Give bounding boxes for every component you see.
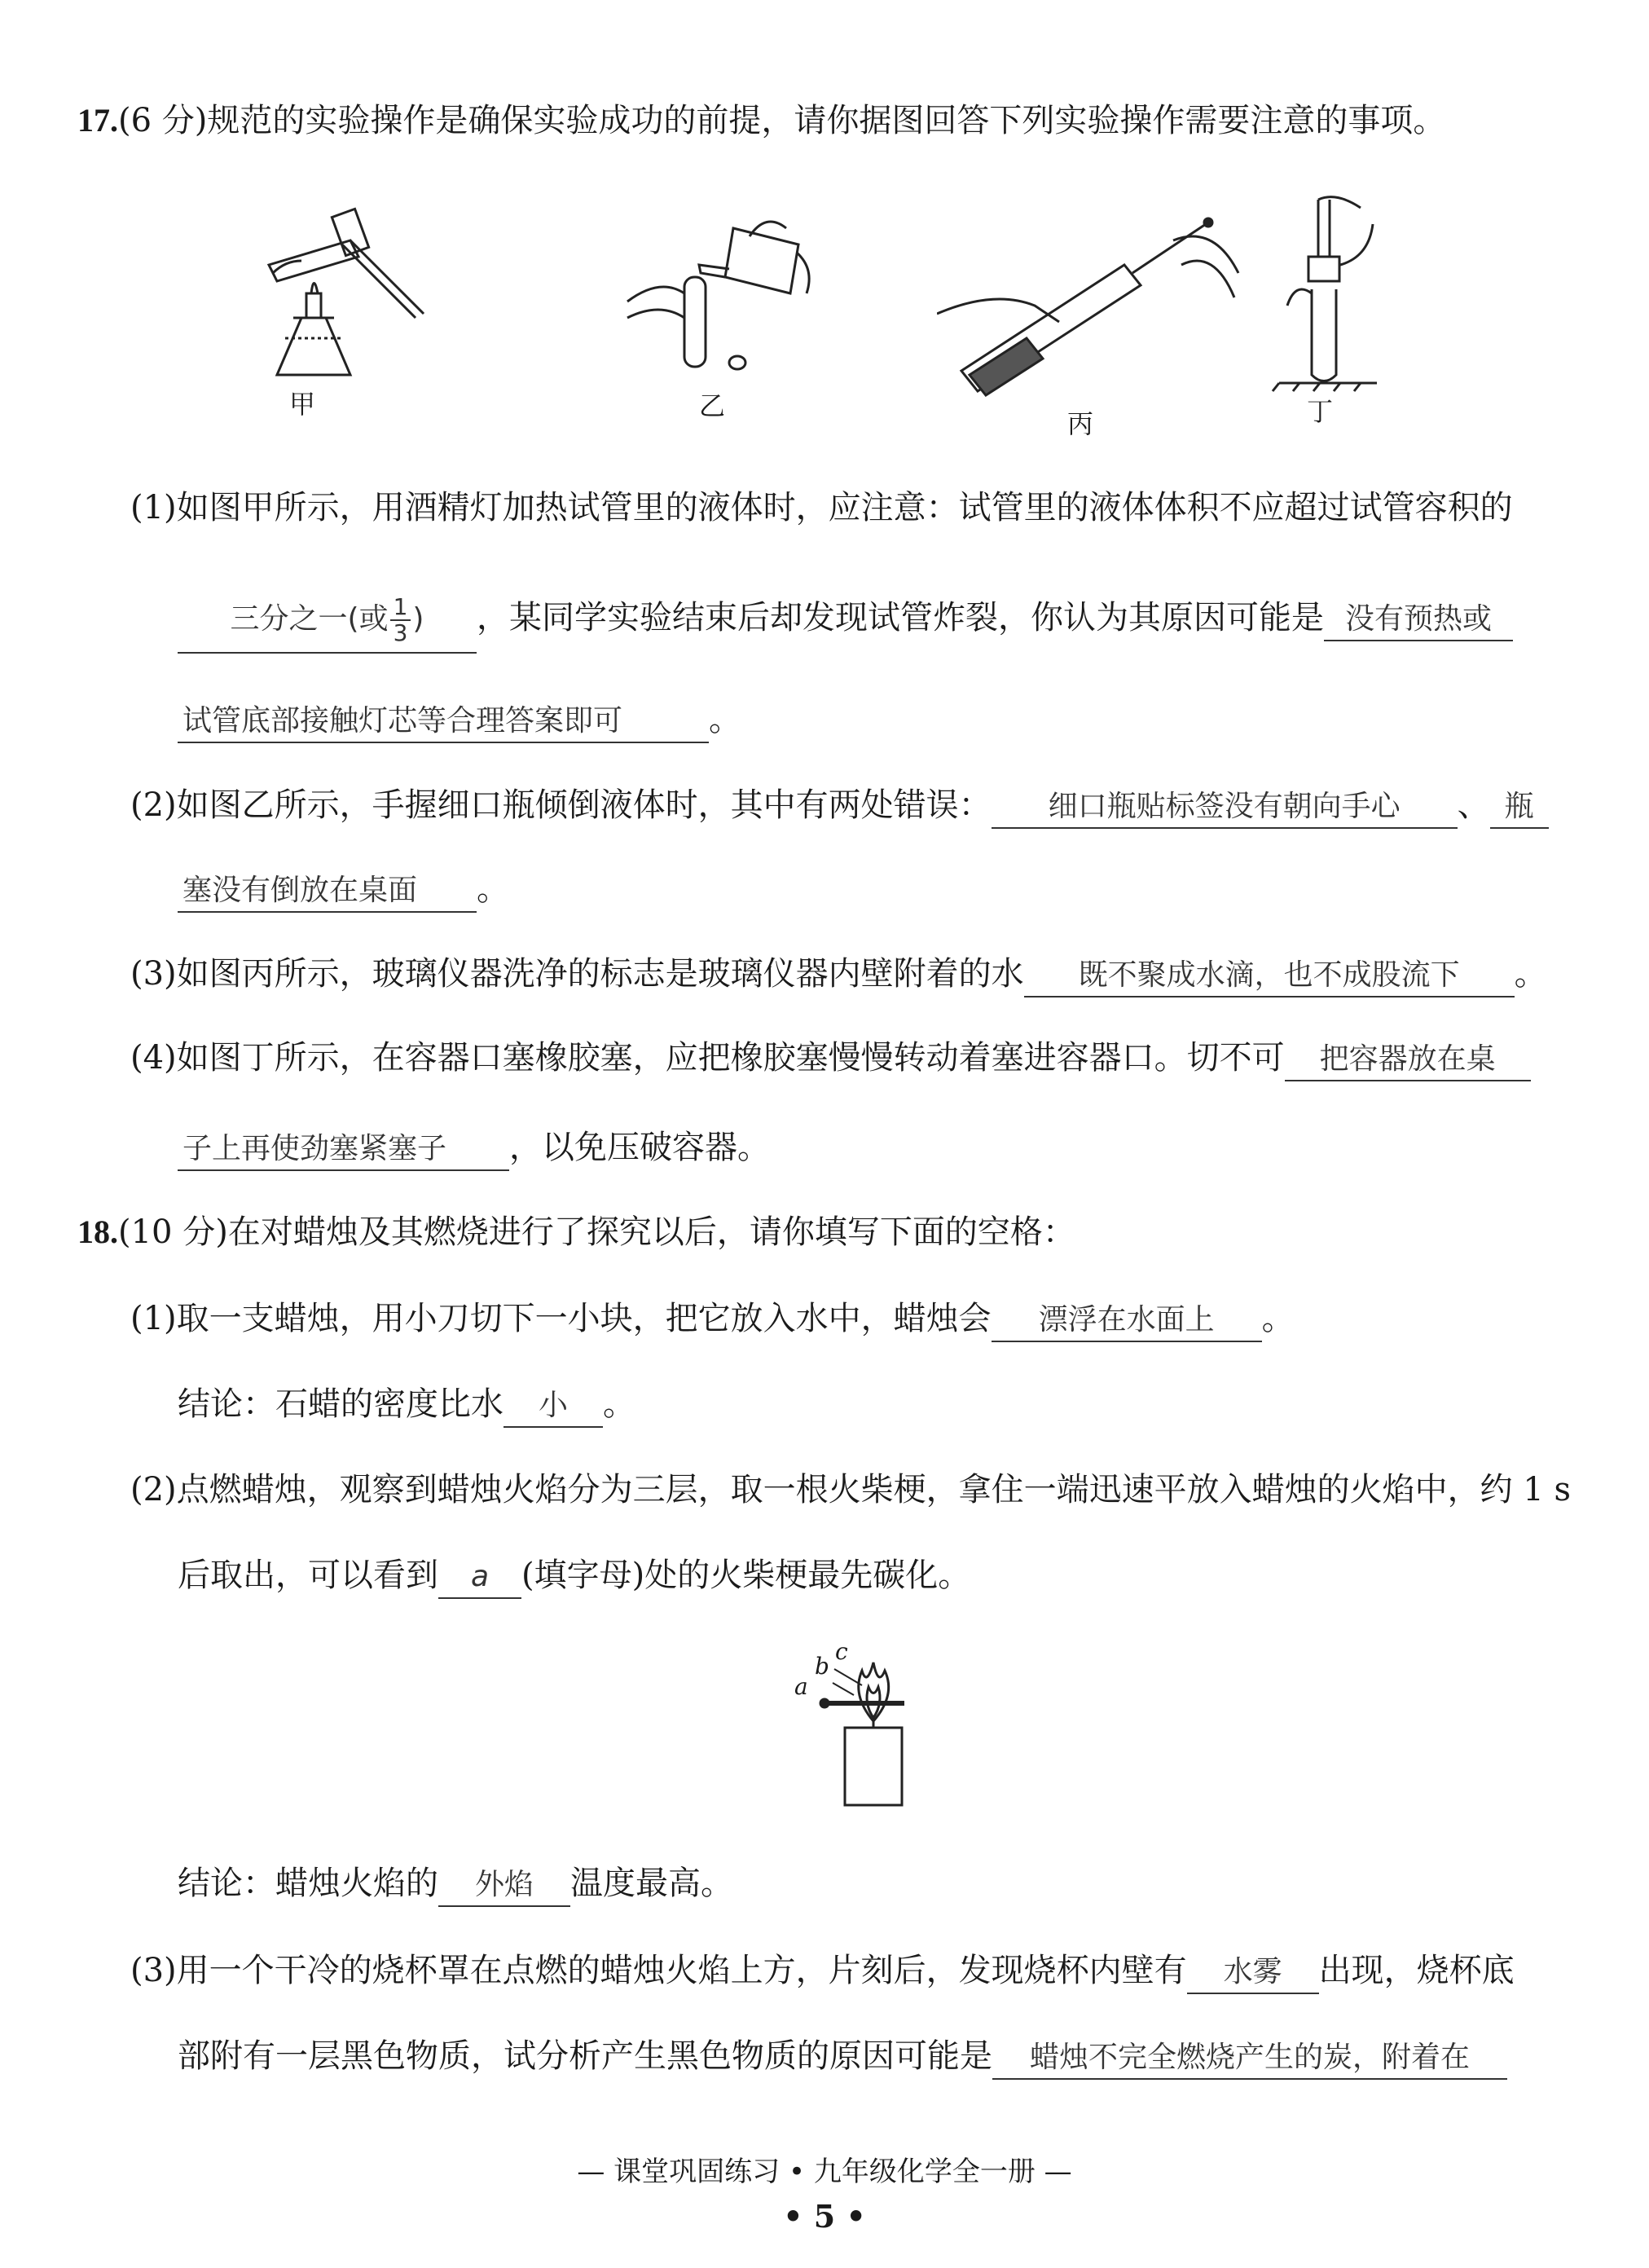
q18-conclusion-2-text: 结论：蜡烛火焰的 bbox=[178, 1865, 438, 1902]
q18-stem-line bbox=[77, 1209, 1075, 1255]
q17-answer-1: 三分之一(或 $\frac{1}{3}$ ) bbox=[178, 587, 477, 654]
q18-conclusion-2 bbox=[178, 1861, 733, 1907]
figure-jia-alcohol-lamp bbox=[253, 196, 448, 391]
q18-p2-text-c: (填字母)处的火柴梗最先碳化。 bbox=[521, 1557, 971, 1594]
q18-answer-4: 外焰 bbox=[438, 1865, 570, 1907]
q18-p1-line: (1)取一支蜡烛，用小刀切下一小块，把它放入水中，蜡烛会 漂浮在水面上 。 bbox=[130, 1296, 1295, 1342]
flame-label-b: b bbox=[815, 1653, 829, 1680]
flame-label-a: a bbox=[794, 1673, 808, 1700]
q18-answer-6: 蜡烛不完全燃烧产生的炭，附着在 bbox=[992, 2037, 1507, 2080]
q17-p1-line1 bbox=[130, 485, 1513, 531]
q18-conclusion-2-text-b: 温度最高。 bbox=[570, 1865, 733, 1902]
figure-ding-stopper bbox=[1271, 192, 1385, 395]
q18-p2-line1 bbox=[130, 1467, 1571, 1513]
q17-number: 17. bbox=[77, 102, 118, 139]
figure-bing-label: 丙 bbox=[1067, 408, 1094, 439]
q18-p3-line1 bbox=[130, 1948, 1515, 1994]
flame-label-c: c bbox=[835, 1638, 848, 1665]
q18-answer-1: 漂浮在水面上 bbox=[992, 1300, 1262, 1342]
q17-p1-line3: 试管底部接触灯芯等合理答案即可 。 bbox=[178, 697, 741, 743]
figure-yi-pouring bbox=[611, 204, 823, 391]
q17-p4-text-b: ，以免压破容器。 bbox=[509, 1129, 770, 1166]
q17-answer-2b: 试管底部接触灯芯等合理答案即可 bbox=[178, 701, 709, 743]
q17-p1-line2 bbox=[178, 585, 1513, 654]
q17-p4-text: (4)如图丁所示，在容器口塞橡胶塞，应把橡胶塞慢慢转动着塞进容器口。切不可 bbox=[130, 1039, 1285, 1077]
q17-answer-6a: 把容器放在桌 bbox=[1285, 1039, 1531, 1081]
q18-p3-text-b: 出现，烧杯底 bbox=[1318, 1952, 1515, 1989]
q17-answer-4a: 瓶 bbox=[1490, 786, 1549, 829]
q18-p2-text: (2)点燃蜡烛，观察到蜡烛火焰分为三层，取一根火柴梗，拿住一端迅速平放入蜡烛的火焰中，约 1 s bbox=[130, 1471, 1572, 1508]
q18-p3-line2 bbox=[178, 2033, 1507, 2080]
footer-title: — 课堂巩固练习 • 九年级化学全一册 — bbox=[577, 2156, 1072, 2188]
q17-p1-text: (1)如图甲所示，用酒精灯加热试管里的液体时，应注意：试管里的液体体积不应超过试管容积的 bbox=[130, 489, 1513, 526]
q17-answer-3: 细口瓶贴标签没有朝向手心 bbox=[992, 786, 1458, 829]
q17-answer-6b: 子上再使劲塞紧塞子 bbox=[178, 1129, 509, 1171]
q17-stem: (6 分)规范的实验操作是确保实验成功的前提，请你据图回答下列实验操作需要注意的事项。 bbox=[118, 102, 1446, 139]
q18-answer-2: 小 bbox=[503, 1385, 603, 1428]
figure-bing-cleaning bbox=[937, 208, 1247, 403]
q18-stem: (10 分)在对蜡烛及其燃烧进行了探究以后，请你填写下面的空格： bbox=[118, 1213, 1075, 1251]
q18-p2-text-b: 后取出，可以看到 bbox=[178, 1557, 438, 1594]
figure-jia-label: 甲 bbox=[289, 389, 316, 420]
q17-p1-text-b: ，某同学实验结束后却发现试管炸裂，你认为其原因可能是 bbox=[477, 599, 1324, 636]
q17-p4-line2 bbox=[178, 1125, 770, 1171]
q18-answer-5: 水雾 bbox=[1187, 1952, 1319, 1994]
q17-stem-line bbox=[77, 98, 1445, 143]
q17-p2-line2: 塞没有倒放在桌面 。 bbox=[178, 866, 509, 913]
page-number: • 5 • bbox=[783, 2198, 866, 2235]
q17-p3-line: (3)如图丙所示，玻璃仪器洗净的标志是玻璃仪器内壁附着的水 既不聚成水滴，也不成股流下 。 bbox=[130, 951, 1547, 997]
fraction-one-third: $\frac{1}{3}$ bbox=[390, 595, 411, 645]
q18-p2-line2 bbox=[178, 1552, 970, 1599]
q18-answer-3: a bbox=[438, 1557, 521, 1599]
q18-conclusion-1-text: 结论：石蜡的密度比水 bbox=[178, 1385, 503, 1423]
q17-answer-5: 既不聚成水滴，也不成股流下 bbox=[1024, 955, 1515, 997]
q17-answer-4b: 塞没有倒放在桌面 bbox=[178, 870, 477, 913]
q17-p3-text: (3)如图丙所示，玻璃仪器洗净的标志是玻璃仪器内壁附着的水 bbox=[130, 955, 1024, 993]
q17-p2-line1: (2)如图乙所示，手握细口瓶倾倒液体时，其中有两处错误： 细口瓶贴标签没有朝向手心 、 瓶 bbox=[130, 782, 1549, 829]
q17-p2-text: (2)如图乙所示，手握细口瓶倾倒液体时，其中有两处错误： bbox=[130, 786, 992, 824]
figure-candle-flame bbox=[782, 1646, 912, 1809]
q18-p3-text-c: 部附有一层黑色物质，试分析产生黑色物质的原因可能是 bbox=[178, 2037, 992, 2075]
q18-number: 18. bbox=[77, 1213, 118, 1250]
q17-answer-2a: 没有预热或 bbox=[1324, 599, 1513, 641]
q18-p1-text: (1)取一支蜡烛，用小刀切下一小块，把它放入水中，蜡烛会 bbox=[130, 1300, 992, 1337]
figure-yi-label: 乙 bbox=[699, 390, 726, 421]
q18-conclusion-1: 结论：石蜡的密度比水 小 。 bbox=[178, 1381, 635, 1428]
q17-p4-line1 bbox=[130, 1035, 1531, 1081]
q18-p3-text: (3)用一个干冷的烧杯罩在点燃的蜡烛火焰上方，片刻后，发现烧杯内壁有 bbox=[130, 1952, 1187, 1989]
figure-ding-label: 丁 bbox=[1307, 396, 1334, 427]
